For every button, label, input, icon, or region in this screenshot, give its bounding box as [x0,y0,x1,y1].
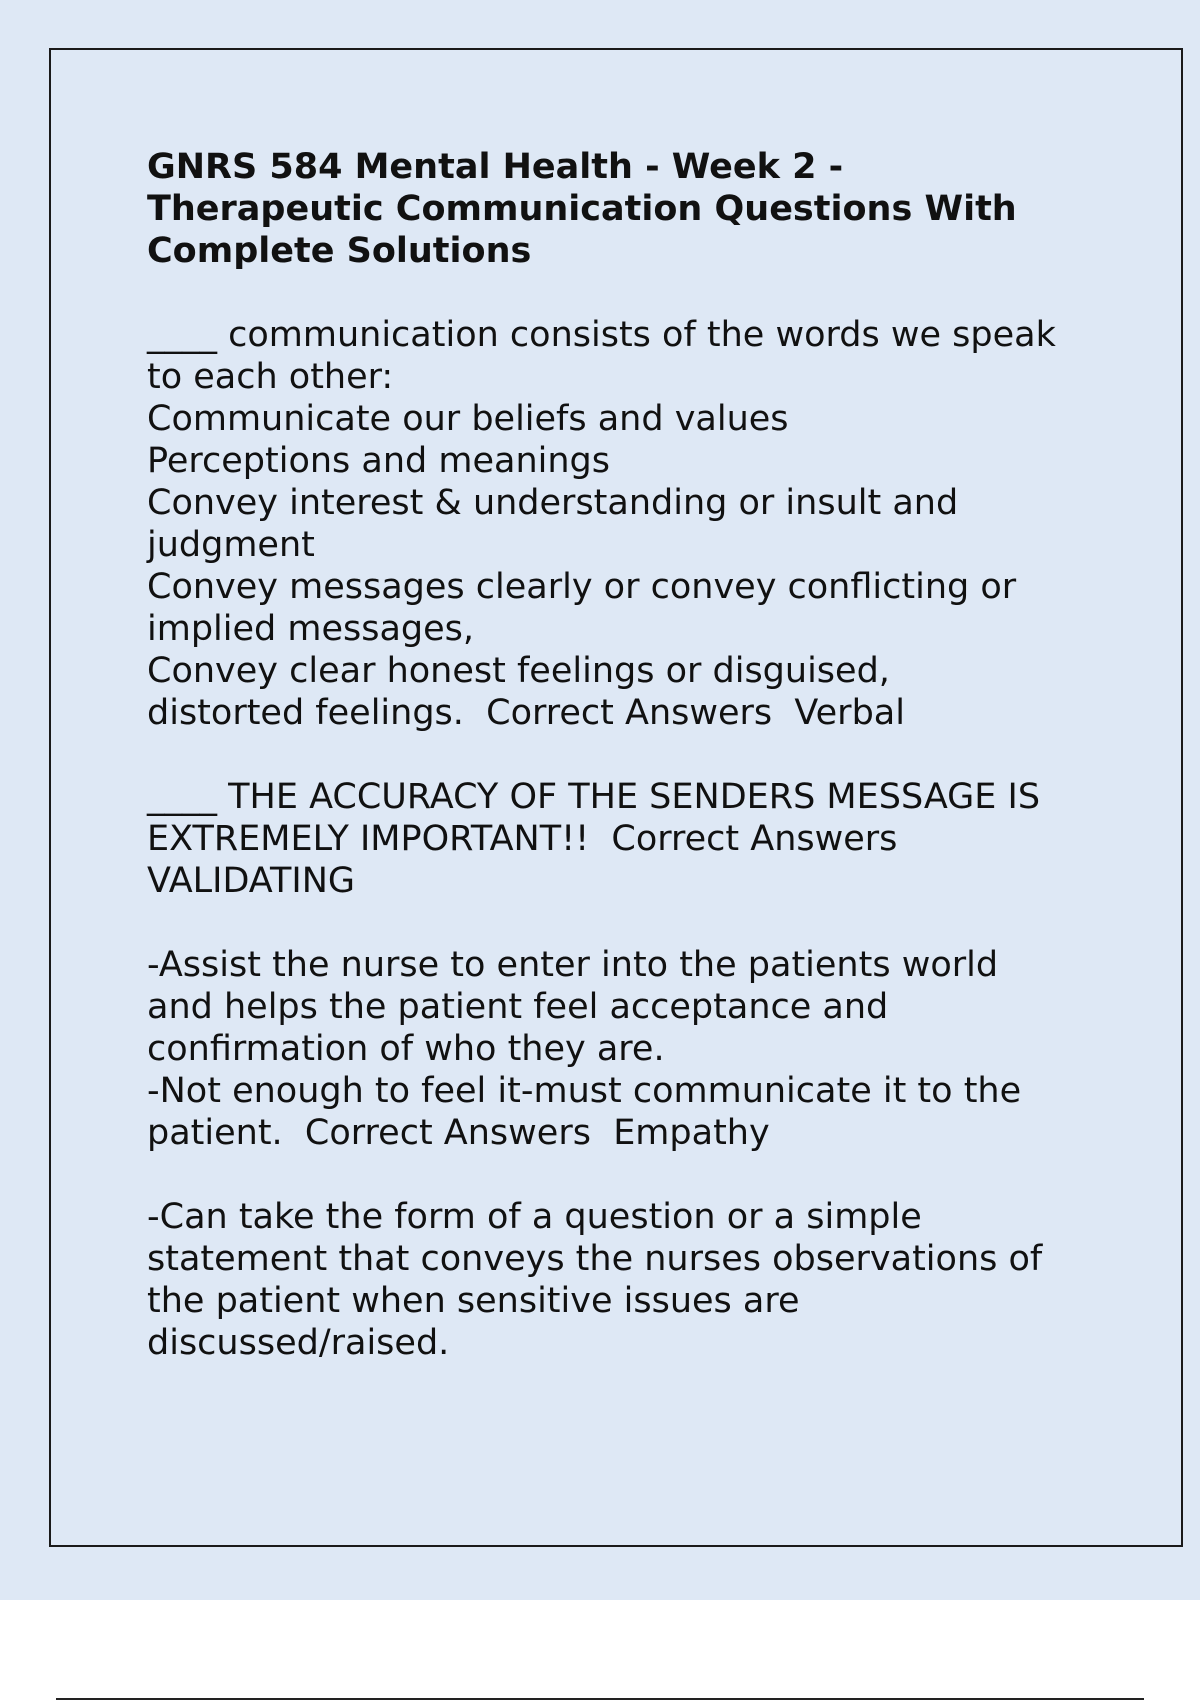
question-text-line: Convey clear honest feelings or disguised, [147,651,890,691]
question-text-line: judgment [147,525,315,565]
question-text-line: distorted feelings. Correct Answers Verbal [147,693,905,733]
question-list [147,314,1147,1364]
question-text-line: Convey interest & understanding or insult and [147,483,959,523]
question-text-line: -Not enough to feel it-must communicate it to the [147,1071,1022,1111]
question-text-line: ____ THE ACCURACY OF THE SENDERS MESSAGE IS [147,777,1041,817]
content-frame [49,48,1183,1547]
question-text-line: ____ communication consists of the words we speak [147,315,1056,355]
document-body [147,146,1147,1364]
question-text-line: the patient when sensitive issues are [147,1281,800,1321]
question-text-line: -Assist the nurse to enter into the patients world [147,945,999,985]
question-block [147,314,1147,734]
question-text-line: -Can take the form of a question or a simple [147,1197,922,1237]
question-text-line: confirmation of who they are. [147,1029,665,1069]
document-title: GNRS 584 Mental Health - Week 2 - Therapeutic Communication Questions With Complete Solutions [147,147,1017,271]
question-text-line: statement that conveys the nurses observations of [147,1239,1043,1279]
question-text-line: discussed/raised. [147,1323,450,1363]
question-text-line: to each other: [147,357,394,397]
question-text-line: Communicate our beliefs and values [147,399,789,439]
question-text-line: and helps the patient feel acceptance and [147,987,889,1027]
question-text-line: Convey messages clearly or convey conflicting or [147,567,1017,607]
question-text-line: VALIDATING [147,861,356,901]
question-block [147,1196,1147,1364]
question-text-line: patient. Correct Answers Empathy [147,1113,770,1153]
question-text-line: implied messages, [147,609,475,649]
question-text-line: EXTREMELY IMPORTANT!! Correct Answers [147,819,898,859]
question-block [147,944,1147,1154]
question-block [147,776,1147,902]
question-text-line: Perceptions and meanings [147,441,610,481]
